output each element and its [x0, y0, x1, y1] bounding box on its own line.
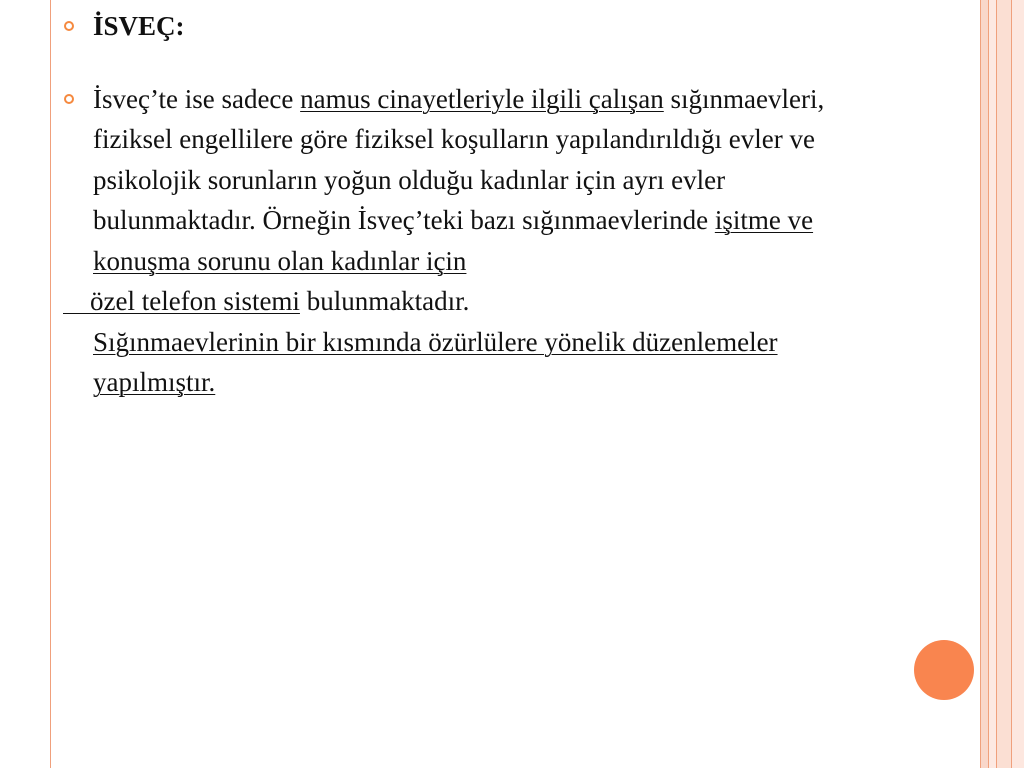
continuation-line-1: [63, 281, 883, 322]
paragraph-continuation: [63, 281, 883, 403]
circle-bullet-icon: [64, 21, 74, 31]
spacer: [63, 47, 883, 79]
right-stripe: [1012, 0, 1024, 768]
circle-bullet-icon: [64, 94, 74, 104]
right-stripe: [981, 0, 988, 768]
heading-item: [63, 6, 883, 47]
underlined-phrase-disability-arrangements: Sığınmaevlerinin bir kısmında özürlülere yönelik düzenlemeler yapılmıştır.: [93, 326, 778, 397]
slide-content: [63, 6, 883, 403]
underlined-phrase-honor-killings: namus cinayetleriyle ilgili çalışan: [300, 83, 664, 114]
paragraph-text-1: İsveç’te ise sadece: [93, 83, 301, 114]
slide-heading: İSVEÇ:: [93, 11, 185, 41]
continuation-text: bulunmaktadır.: [299, 286, 470, 316]
paragraph-item: [63, 79, 883, 282]
paragraph-text-2: sığınmaevleri, fiziksel engellilere göre fiziksel koşulların yapılandırıldığı evler ve psikolojik sorunların yoğun olduğu kadınlar için ayrı evler bulunmaktadır. Örneğin İsveç’teki bazı sığınmaevlerinde: [93, 83, 825, 235]
underlined-phrase-special-phone: özel telefon sistemi: [63, 286, 300, 316]
underlined-phrase-hearing-speech: işitme ve konuşma sorunu olan kadınlar için: [93, 205, 814, 276]
right-stripe: [997, 0, 1011, 768]
right-stripe: [989, 0, 996, 768]
orange-circle: [914, 640, 974, 700]
continuation-line-2: [63, 322, 883, 403]
